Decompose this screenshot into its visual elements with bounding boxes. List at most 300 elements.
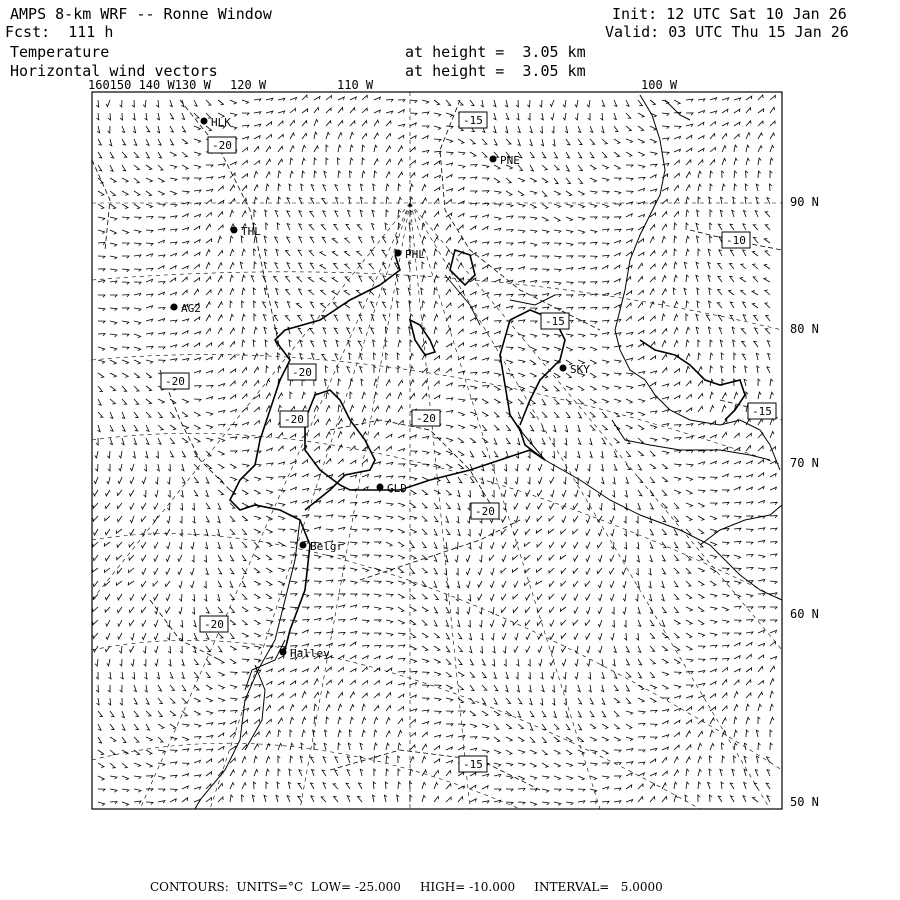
wind-barb xyxy=(562,516,566,522)
wind-barb xyxy=(110,412,113,418)
wind-barb xyxy=(382,250,386,256)
wind-barb xyxy=(597,516,602,522)
wind-barb xyxy=(638,356,644,360)
wind-barb xyxy=(638,797,643,802)
wind-barb xyxy=(194,178,201,180)
wind-barb xyxy=(662,464,668,469)
wind-barb xyxy=(578,152,582,158)
wind-barb xyxy=(338,680,343,686)
wind-barb xyxy=(134,801,141,804)
wind-barb xyxy=(362,581,369,584)
wind-barb xyxy=(182,126,186,132)
wind-barb xyxy=(154,633,158,640)
wind-barb xyxy=(398,633,405,636)
wind-barb xyxy=(526,503,530,509)
wind-barb xyxy=(746,542,753,544)
wind-barb xyxy=(194,165,201,169)
wind-barb xyxy=(674,425,681,427)
wind-barb xyxy=(684,262,687,269)
wind-barb xyxy=(96,438,98,445)
wind-barb xyxy=(710,223,712,230)
wind-barb xyxy=(446,784,451,789)
wind-barb xyxy=(110,737,116,742)
wind-barb xyxy=(206,371,213,374)
wind-barb xyxy=(530,256,537,258)
wind-barb xyxy=(98,152,102,158)
wind-barb xyxy=(578,307,585,309)
wind-barb xyxy=(753,225,758,230)
wind-barb xyxy=(650,152,657,155)
wind-barb xyxy=(194,317,200,321)
wind-barb xyxy=(612,490,614,497)
wind-barb xyxy=(300,756,303,763)
wind-barb xyxy=(650,200,656,204)
wind-barb xyxy=(478,594,482,600)
wind-barb xyxy=(578,347,585,350)
wind-barb xyxy=(360,210,363,217)
wind-barb xyxy=(458,711,465,713)
wind-barb xyxy=(266,581,272,586)
wind-barb xyxy=(506,347,513,350)
wind-barb xyxy=(722,581,729,584)
wind-barb xyxy=(182,698,187,703)
wind-barb xyxy=(542,711,546,717)
wind-barb xyxy=(194,464,199,469)
wind-barb xyxy=(122,139,126,145)
wind-barb xyxy=(538,646,542,652)
wind-barb xyxy=(578,267,585,270)
wind-barb xyxy=(542,165,547,170)
wind-barb xyxy=(494,178,500,183)
wind-barb xyxy=(710,529,717,533)
wind-barb xyxy=(142,620,146,626)
wind-barb xyxy=(230,210,234,217)
wind-barb xyxy=(398,516,404,520)
wind-barb xyxy=(526,646,530,652)
wind-barb xyxy=(446,175,452,179)
wind-barb xyxy=(194,659,198,664)
wind-barb xyxy=(153,581,158,586)
wind-barb xyxy=(278,594,285,597)
wind-barb xyxy=(242,757,246,763)
wind-barb xyxy=(446,724,453,726)
wind-barb xyxy=(422,756,426,763)
wind-barb xyxy=(563,672,566,679)
wind-barb xyxy=(746,568,753,570)
wind-barb xyxy=(674,795,678,802)
wind-barb xyxy=(309,290,314,295)
wind-barb xyxy=(722,645,729,647)
wind-barb xyxy=(458,736,465,739)
wind-barb xyxy=(662,314,665,321)
wind-barb xyxy=(662,212,667,217)
wind-barb xyxy=(410,745,415,750)
wind-barb xyxy=(674,633,679,638)
wind-barb xyxy=(242,249,245,256)
contour-label-text: -15 xyxy=(463,114,483,127)
wind-barb xyxy=(360,366,363,373)
wind-barb xyxy=(650,438,657,441)
wind-barb xyxy=(362,620,369,623)
wind-barb xyxy=(265,340,268,347)
wind-barb xyxy=(638,607,641,614)
wind-barb xyxy=(613,477,616,484)
wind-barb xyxy=(134,776,141,779)
wind-barb xyxy=(506,776,513,779)
wind-barb xyxy=(374,730,377,737)
wind-barb xyxy=(446,760,453,763)
wind-barb xyxy=(481,633,484,640)
wind-barb xyxy=(218,723,225,726)
wind-barb xyxy=(734,633,741,635)
wind-barb xyxy=(516,672,518,679)
wind-barb xyxy=(734,487,740,490)
wind-barb xyxy=(146,724,150,730)
wind-barb xyxy=(252,795,255,802)
wind-barb xyxy=(218,276,222,282)
wind-barb xyxy=(674,464,681,467)
wind-barb xyxy=(494,412,499,417)
wind-barb xyxy=(218,542,221,549)
wind-barb xyxy=(122,386,127,391)
wind-barb xyxy=(374,607,381,610)
wind-barb xyxy=(242,394,247,399)
wind-barb xyxy=(134,360,140,364)
wind-barb xyxy=(314,568,321,571)
wind-barb xyxy=(446,672,451,677)
wind-barb xyxy=(722,706,727,711)
wind-barb xyxy=(767,367,770,373)
wind-barb xyxy=(218,186,223,191)
wind-barb xyxy=(457,529,460,536)
wind-barb xyxy=(554,711,557,718)
wind-barb xyxy=(744,782,747,789)
wind-barb xyxy=(325,379,328,386)
wind-barb xyxy=(542,802,549,805)
wind-barb xyxy=(626,345,633,348)
wind-barb xyxy=(326,419,330,425)
wind-barb xyxy=(458,659,462,665)
wind-barb xyxy=(286,290,290,295)
wind-barb xyxy=(146,178,152,182)
wind-barb xyxy=(698,148,704,152)
wind-barb xyxy=(518,139,521,146)
wind-barb xyxy=(326,445,331,451)
wind-barb xyxy=(674,223,677,230)
wind-barb xyxy=(118,477,122,484)
wind-barb xyxy=(674,236,677,243)
wind-barb xyxy=(626,191,633,194)
wind-barb xyxy=(590,242,597,244)
wind-barb xyxy=(674,382,680,386)
wind-barb xyxy=(710,730,714,737)
wind-barb xyxy=(242,633,248,637)
wind-barb xyxy=(230,620,236,625)
wind-barb xyxy=(770,107,775,113)
wind-barb xyxy=(182,344,188,348)
wind-barb xyxy=(590,230,597,233)
wind-barb xyxy=(158,178,164,182)
wind-barb xyxy=(563,113,566,120)
wind-barb xyxy=(287,796,290,802)
wind-barb xyxy=(518,360,525,363)
wind-barb xyxy=(566,204,573,208)
wind-barb xyxy=(626,800,633,803)
wind-barb xyxy=(578,230,585,234)
wind-barb xyxy=(362,568,369,572)
wind-barb xyxy=(710,160,715,165)
wind-barb xyxy=(626,152,632,157)
wind-barb xyxy=(117,542,122,547)
init-time: Init: 12 UTC Sat 10 Jan 26 xyxy=(612,5,847,23)
wind-barb xyxy=(612,620,614,627)
wind-barb xyxy=(410,633,416,638)
wind-barb xyxy=(350,655,356,659)
wind-barb xyxy=(142,568,146,574)
wind-barb xyxy=(278,706,283,711)
wind-barb xyxy=(158,347,165,349)
wind-barb xyxy=(550,100,554,107)
wind-barb xyxy=(602,425,607,430)
wind-barb xyxy=(494,386,500,390)
wind-barb xyxy=(332,238,338,243)
wind-barb xyxy=(468,620,470,627)
wind-barb xyxy=(350,108,355,113)
wind-barb xyxy=(434,568,437,574)
wind-barb xyxy=(686,477,693,481)
wind-barb xyxy=(662,607,666,613)
wind-barb xyxy=(588,672,590,679)
wind-barb xyxy=(278,668,284,672)
wind-barb xyxy=(242,795,244,802)
wind-barb xyxy=(242,770,246,776)
wind-barb xyxy=(537,555,542,561)
wind-barb xyxy=(134,165,140,170)
wind-barb xyxy=(132,100,134,107)
wind-barb xyxy=(254,568,260,573)
wind-barb xyxy=(554,789,561,791)
wind-barb xyxy=(434,212,439,217)
wind-barb xyxy=(602,217,609,219)
wind-barb xyxy=(586,594,590,600)
wind-barb xyxy=(180,529,182,536)
wind-barb xyxy=(722,123,728,126)
wind-barb xyxy=(422,301,425,308)
wind-barb xyxy=(434,796,439,802)
wind-barb xyxy=(134,308,141,311)
wind-barb xyxy=(744,210,747,217)
wind-barb xyxy=(158,333,165,336)
wind-barb xyxy=(182,139,188,144)
wind-barb xyxy=(398,380,403,386)
wind-barb xyxy=(445,594,448,601)
wind-barb xyxy=(573,568,578,573)
wind-barb xyxy=(542,307,549,310)
wind-barb xyxy=(446,490,451,495)
wind-barb xyxy=(770,171,772,178)
wind-barb xyxy=(482,226,488,230)
wind-barb xyxy=(758,146,762,152)
wind-barb xyxy=(266,529,272,533)
wind-barb xyxy=(710,645,717,647)
wind-barb xyxy=(98,204,104,209)
wind-barb xyxy=(758,446,763,451)
wind-barb xyxy=(698,743,702,750)
valid-time: Valid: 03 UTC Thu 15 Jan 26 xyxy=(605,23,849,41)
wind-barb xyxy=(673,288,675,295)
wind-barb xyxy=(516,100,518,107)
wind-barb xyxy=(134,737,139,742)
wind-barb xyxy=(422,126,429,128)
wind-barb xyxy=(710,620,717,624)
wind-barb xyxy=(422,436,429,439)
wind-barb xyxy=(746,108,751,113)
wind-barb xyxy=(722,568,729,571)
wind-barb xyxy=(290,171,293,178)
wind-barb xyxy=(638,620,641,626)
wind-barb xyxy=(98,295,105,297)
wind-barb xyxy=(734,502,741,505)
wind-barb xyxy=(410,123,416,126)
wind-barb xyxy=(578,256,585,258)
wind-barb xyxy=(110,281,117,284)
wind-barb xyxy=(758,607,765,609)
wind-barb xyxy=(410,529,416,533)
wind-barb xyxy=(626,698,631,703)
wind-barb xyxy=(290,730,292,737)
wind-barb xyxy=(398,503,405,507)
wind-barb xyxy=(770,620,777,622)
wind-barb xyxy=(482,215,489,218)
wind-barb xyxy=(218,176,225,179)
wind-barb xyxy=(194,490,198,496)
wind-barb xyxy=(698,731,703,737)
wind-barb xyxy=(254,490,260,494)
wind-barb xyxy=(374,406,379,412)
wind-barb xyxy=(466,568,470,575)
wind-barb xyxy=(218,503,221,510)
wind-barb xyxy=(310,302,314,308)
wind-barb xyxy=(601,451,604,458)
wind-barb xyxy=(578,737,583,742)
wind-barb xyxy=(362,645,369,647)
wind-barb xyxy=(626,139,633,143)
contour-label-text: -20 xyxy=(284,413,304,426)
wind-barb xyxy=(398,769,400,776)
wind-barb xyxy=(554,412,559,417)
wind-barb xyxy=(542,269,549,271)
wind-barb xyxy=(334,264,338,269)
wind-barb xyxy=(590,282,597,284)
wind-barb xyxy=(482,253,489,256)
wind-barb xyxy=(720,769,723,776)
wind-barb xyxy=(601,659,604,666)
wind-barb xyxy=(324,171,327,178)
wind-barb xyxy=(503,646,506,653)
wind-barb xyxy=(525,529,530,534)
wind-barb xyxy=(322,237,326,243)
wind-barb xyxy=(446,139,453,143)
wind-barb xyxy=(122,243,129,245)
wind-barb xyxy=(434,161,440,165)
wind-barb xyxy=(674,212,679,218)
wind-barb xyxy=(242,340,245,347)
wind-barb xyxy=(158,229,165,232)
wind-barb xyxy=(765,303,770,308)
wind-barb xyxy=(636,594,639,601)
wind-barb xyxy=(482,425,487,430)
wind-barb xyxy=(566,178,571,183)
wind-barb xyxy=(278,568,285,572)
wind-barb xyxy=(108,113,110,120)
wind-barb xyxy=(470,477,474,483)
wind-barb xyxy=(122,191,128,195)
wind-barb xyxy=(614,126,618,132)
wind-barb xyxy=(578,178,583,183)
wind-barb xyxy=(119,646,122,653)
wind-barb xyxy=(290,392,292,399)
wind-barb xyxy=(98,334,105,336)
wind-barb xyxy=(551,490,555,497)
wind-barb xyxy=(722,171,724,178)
wind-barb xyxy=(323,211,326,217)
wind-barb xyxy=(350,594,357,596)
wind-barb xyxy=(276,249,279,256)
wind-barb xyxy=(122,412,125,419)
wind-barb xyxy=(743,302,747,308)
wind-barb xyxy=(494,737,500,742)
wind-barb xyxy=(145,685,148,692)
wind-barb xyxy=(506,750,512,755)
wind-barb xyxy=(193,516,196,523)
wind-barb xyxy=(482,306,489,309)
wind-barb xyxy=(422,174,428,178)
wind-barb xyxy=(122,347,129,349)
wind-barb xyxy=(638,152,644,156)
wind-barb xyxy=(744,769,747,776)
wind-barb xyxy=(710,171,713,178)
wind-barb xyxy=(746,502,753,505)
wind-barb xyxy=(310,783,314,789)
wind-barb xyxy=(501,594,506,600)
wind-barb xyxy=(374,353,376,360)
wind-barb xyxy=(408,288,411,295)
wind-barb xyxy=(312,769,315,776)
wind-barb xyxy=(361,379,364,386)
wind-barb xyxy=(230,581,233,588)
wind-barb xyxy=(194,152,201,156)
wind-barb xyxy=(767,341,770,348)
wind-barb xyxy=(360,353,363,360)
wind-barb xyxy=(542,360,549,363)
wind-barb xyxy=(626,425,632,429)
wind-barb xyxy=(154,620,158,627)
wind-barb xyxy=(182,359,189,362)
wind-barb xyxy=(422,529,427,534)
wind-barb xyxy=(698,367,702,373)
wind-barb xyxy=(314,618,321,621)
wind-barb xyxy=(410,671,417,673)
wind-barb xyxy=(746,487,752,490)
wind-barb xyxy=(565,126,568,133)
wind-barb xyxy=(566,347,572,351)
wind-barb xyxy=(770,717,774,724)
wind-barb xyxy=(530,217,537,220)
wind-barb xyxy=(456,542,459,549)
wind-barb xyxy=(362,419,366,426)
wind-barb xyxy=(730,783,734,789)
wind-barb xyxy=(335,757,338,763)
